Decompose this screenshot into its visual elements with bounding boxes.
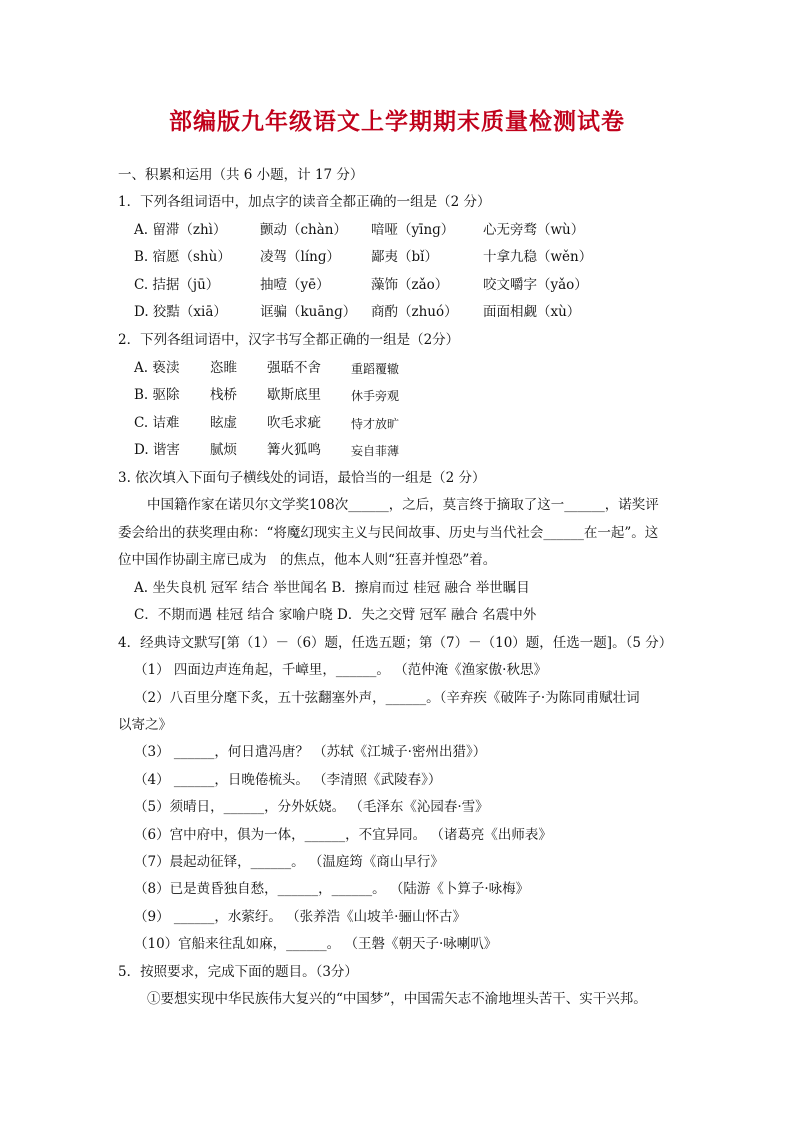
q1-option-d-3: 商酌（zhuó） (371, 304, 458, 320)
q1-option-a-1: A. 留滞（zhì） (134, 222, 227, 238)
q2-option-b-2: 栈桥 (210, 387, 237, 403)
q2-option-b-4: 休手旁观 (351, 389, 400, 403)
q1-option-d-2: 诓骗（kuānɡ） (260, 304, 357, 320)
q2-option-b-3: 歇斯底里 (267, 387, 321, 403)
q4-item-7: （7）晨起动征铎，______。 （温庭筠《商山早行》 (134, 854, 444, 870)
question-1-stem: 1．下列各组词语中，加点字的读音全都正确的一组是（2 分） (118, 194, 491, 210)
q2-option-c-4: 恃才放旷 (351, 417, 400, 431)
q2-option-b-1: B. 驱除 (134, 387, 180, 403)
q2-option-a-3: 强聒不舍 (267, 360, 321, 376)
q1-option-d-4: 面面相觑（xù） (483, 304, 581, 320)
q4-item-10: （10）官船来往乱如麻，______。 （王磐《朝天子·咏喇叭》 (134, 936, 498, 952)
q1-option-c-4: 咬文嚼字（yǎo） (483, 277, 588, 293)
q1-option-b-4: 十拿九稳（wěn） (483, 249, 593, 265)
q3-passage-line-3: 位中国作协副主席已成为 的焦点，他本人则“狂喜并惶恐”着。 (118, 552, 497, 568)
q4-item-2-continued: 以寄之》 (118, 717, 172, 733)
page-title: 部编版九年级语文上学期期末质量检测试卷 (169, 109, 625, 135)
q3-passage-line-2: 委会给出的获奖理由称：“将魔幻现实主义与民间故事、历史与当代社会______在一起”。这 (118, 525, 659, 541)
q2-option-a-2: 恣睢 (210, 360, 237, 376)
q2-option-d-2: 腻烦 (210, 442, 237, 458)
q4-item-8: （8）已是黄昏独自愁，______，______。 （陆游《卜算子·咏梅》 (134, 881, 530, 897)
q1-option-a-3: 喑哑（yīnɡ） (371, 222, 455, 238)
q1-option-b-1: B. 宿愿（shù） (134, 249, 231, 265)
q2-option-a-1: A. 亵渎 (134, 360, 180, 376)
q4-item-2: （2）八百里分麾下炙，五十弦翻塞外声，______。（辛弃疾《破阵子·为陈同甫赋壮词 (134, 690, 640, 706)
q5-item-1: ①要想实现中华民族伟大复兴的“中国梦”，中国需矢志不渝地埋头苦干、实干兴邦。 (147, 991, 647, 1007)
question-5-stem: 5．按照要求，完成下面的题目。（3分） (118, 964, 358, 980)
q2-option-c-1: C. 诘难 (134, 415, 180, 431)
q1-option-a-2: 颤动（chàn） (260, 222, 347, 238)
q1-option-b-3: 鄙夷（bǐ） (371, 249, 438, 265)
section-heading: 一、积累和运用（共 6 小题，计 17 分） (118, 167, 364, 183)
q4-item-5: （5）须晴日，______，分外妖娆。 （毛泽东《沁园春·雪》 (134, 799, 489, 815)
q3-passage-line-1: 中国籍作家在诺贝尔文学奖108次______，之后，莫言终于摘取了这一______，诺奖评 (147, 497, 659, 513)
q2-option-c-3: 吹毛求疵 (267, 415, 321, 431)
q4-item-3: （3） ______，何日遣冯唐？ （苏轼《江城子·密州出猎》） (134, 744, 487, 760)
question-4-stem: 4．经典诗文默写[第（1）－（6）题，任选五题；第（7）－（10）题，任选一题]。（5 分） (118, 635, 673, 651)
q4-item-9: （9） ______，水萦纡。 （张养浩《山坡羊·骊山怀古》 (134, 909, 466, 925)
q1-option-b-2: 凌驾（línɡ） (260, 249, 340, 265)
q1-option-c-2: 抽噎（yē） (260, 277, 330, 293)
q1-option-d-1: D. 狡黠（xiā） (134, 304, 227, 320)
q4-item-4: （4） ______，日晚倦梳头。 （李清照《武陵春》） (134, 772, 442, 788)
q1-option-c-1: C. 拮据（jū） (134, 277, 220, 293)
q2-option-a-4: 重蹈覆辙 (351, 362, 400, 376)
q2-option-d-4: 妄自菲薄 (351, 444, 400, 458)
q3-options-ab: A. 坐失良机 冠军 结合 举世闻名 B．擦肩而过 桂冠 融合 举世瞩目 (134, 580, 530, 596)
q3-options-cd: C．不期而遇 桂冠 结合 家喻户晓 D．失之交臂 冠军 融合 名震中外 (134, 607, 537, 623)
q1-option-a-4: 心无旁骛（wù） (483, 222, 585, 238)
q2-option-d-3: 篝火狐鸣 (267, 442, 321, 458)
q4-item-1: （1） 四面边声连角起，千嶂里，______。 （范仲淹《渔家傲·秋思》 (134, 662, 547, 678)
question-3-stem: 3. 依次填入下面句子横线处的词语，最恰当的一组是（2 分） (118, 470, 486, 486)
q2-option-d-1: D. 谐害 (134, 442, 180, 458)
q2-option-c-2: 眩虚 (210, 415, 237, 431)
question-2-stem: 2．下列各组词语中，汉字书写全都正确的一组是（2分） (118, 332, 460, 348)
q4-item-6: （6）宫中府中，俱为一体，______，不宜异同。 （诸葛亮《出师表》 (134, 827, 552, 843)
q1-option-c-3: 藻饰（zǎo） (371, 277, 449, 293)
